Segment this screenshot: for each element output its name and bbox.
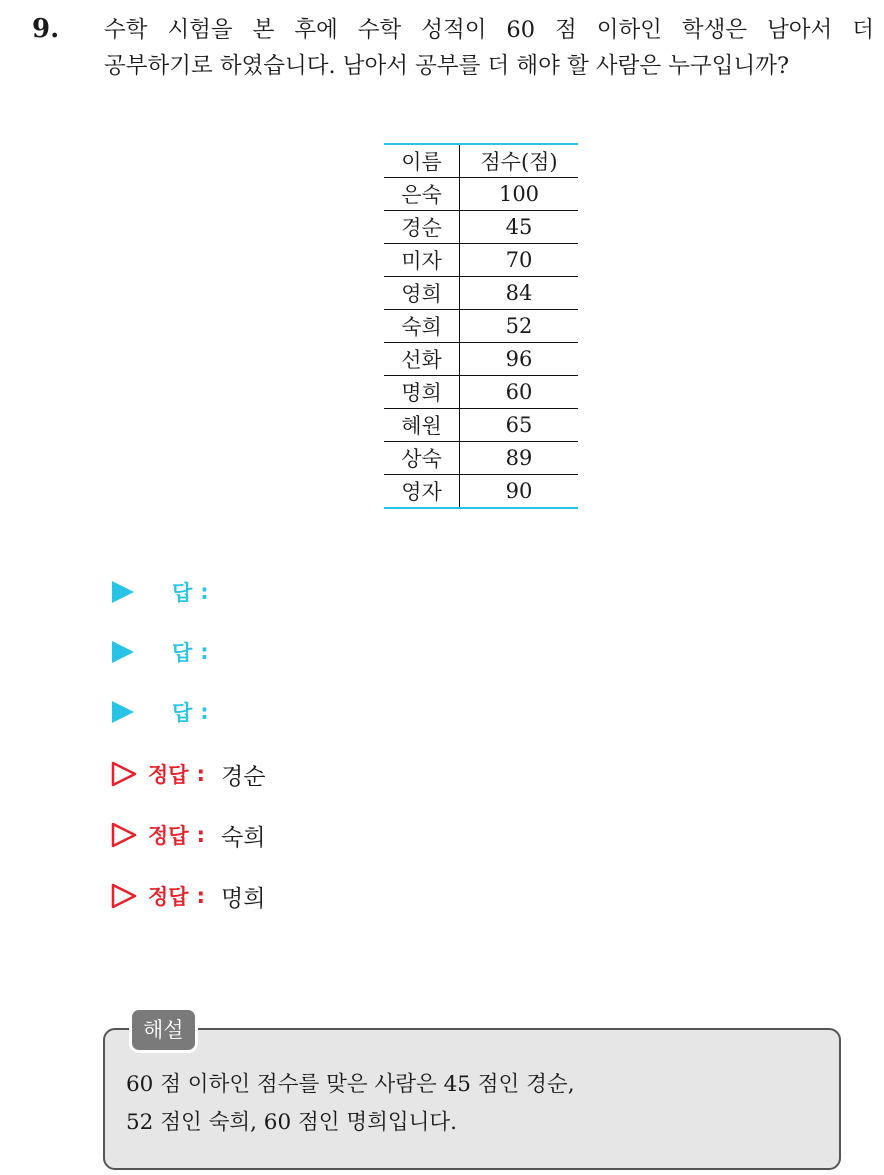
solution-label: 정답 — [148, 824, 189, 848]
score-table — [384, 143, 578, 509]
solution-colon: : — [196, 762, 205, 786]
answer-label: 답 — [172, 581, 193, 605]
cell-score: 100 — [460, 178, 579, 211]
question-text — [104, 12, 874, 84]
question-line-1: 수학 시험을 본 후에 수학 성적이 60 점 이하인 학생은 남아서 더 — [104, 17, 874, 43]
table-row — [384, 178, 578, 211]
answer-row[interactable] — [110, 575, 209, 609]
solution-colon: : — [196, 823, 205, 847]
cell-score: 84 — [460, 277, 579, 310]
play-triangle-icon — [112, 581, 134, 603]
question-line-2: 공부하기로 하였습니다. 남아서 공부를 더 해야 할 사람은 누구입니까? — [104, 53, 790, 79]
explanation-text — [126, 1066, 826, 1142]
solution-row — [110, 757, 265, 791]
solution-value: 경순 — [220, 763, 266, 790]
solution-row — [110, 879, 265, 913]
answer-label: 답 — [172, 701, 193, 725]
cell-name: 영희 — [384, 277, 460, 310]
answer-colon: : — [200, 640, 209, 664]
answer-colon: : — [200, 700, 209, 724]
table-header-row — [384, 144, 578, 178]
outline-triangle-icon — [110, 882, 138, 910]
table-row — [384, 244, 578, 277]
solution-value: 숙희 — [220, 824, 266, 851]
cell-name: 상숙 — [384, 442, 460, 475]
table-row — [384, 376, 578, 409]
cell-name: 숙희 — [384, 310, 460, 343]
table-row — [384, 409, 578, 442]
table-row — [384, 343, 578, 376]
header-score: 점수(점) — [460, 144, 579, 178]
cell-score: 45 — [460, 211, 579, 244]
cell-name: 경순 — [384, 211, 460, 244]
outline-triangle-icon — [110, 821, 138, 849]
cell-score: 70 — [460, 244, 579, 277]
solution-label: 정답 — [148, 885, 189, 909]
cell-score: 89 — [460, 442, 579, 475]
table-row — [384, 310, 578, 343]
solution-label: 정답 — [148, 763, 189, 787]
cell-score: 52 — [460, 310, 579, 343]
solution-value: 명희 — [220, 885, 266, 912]
cell-name: 명희 — [384, 376, 460, 409]
cell-score: 90 — [460, 475, 579, 509]
cell-name: 혜원 — [384, 409, 460, 442]
table-row — [384, 475, 578, 509]
answer-label: 답 — [172, 641, 193, 665]
cell-name: 선화 — [384, 343, 460, 376]
explanation-line-1: 60 점 이하인 점수를 맞은 사람은 45 점인 경순, — [126, 1072, 575, 1097]
play-triangle-icon — [112, 641, 134, 663]
cell-score: 60 — [460, 376, 579, 409]
cell-name: 미자 — [384, 244, 460, 277]
outline-triangle-icon — [110, 760, 138, 788]
cell-name: 영자 — [384, 475, 460, 509]
question-number: 9. — [32, 14, 60, 44]
play-triangle-icon — [112, 701, 134, 723]
explanation-tab: 해설 — [129, 1007, 198, 1053]
solution-colon: : — [196, 884, 205, 908]
explanation-line-2: 52 점인 숙희, 60 점인 명희입니다. — [126, 1110, 458, 1135]
table-row — [384, 442, 578, 475]
answer-row[interactable] — [110, 695, 209, 729]
solution-row — [110, 818, 265, 852]
table-row — [384, 277, 578, 310]
cell-score: 65 — [460, 409, 579, 442]
cell-name: 은숙 — [384, 178, 460, 211]
answer-row[interactable] — [110, 635, 209, 669]
answer-colon: : — [200, 580, 209, 604]
cell-score: 96 — [460, 343, 579, 376]
table-row — [384, 211, 578, 244]
header-name: 이름 — [384, 144, 460, 178]
